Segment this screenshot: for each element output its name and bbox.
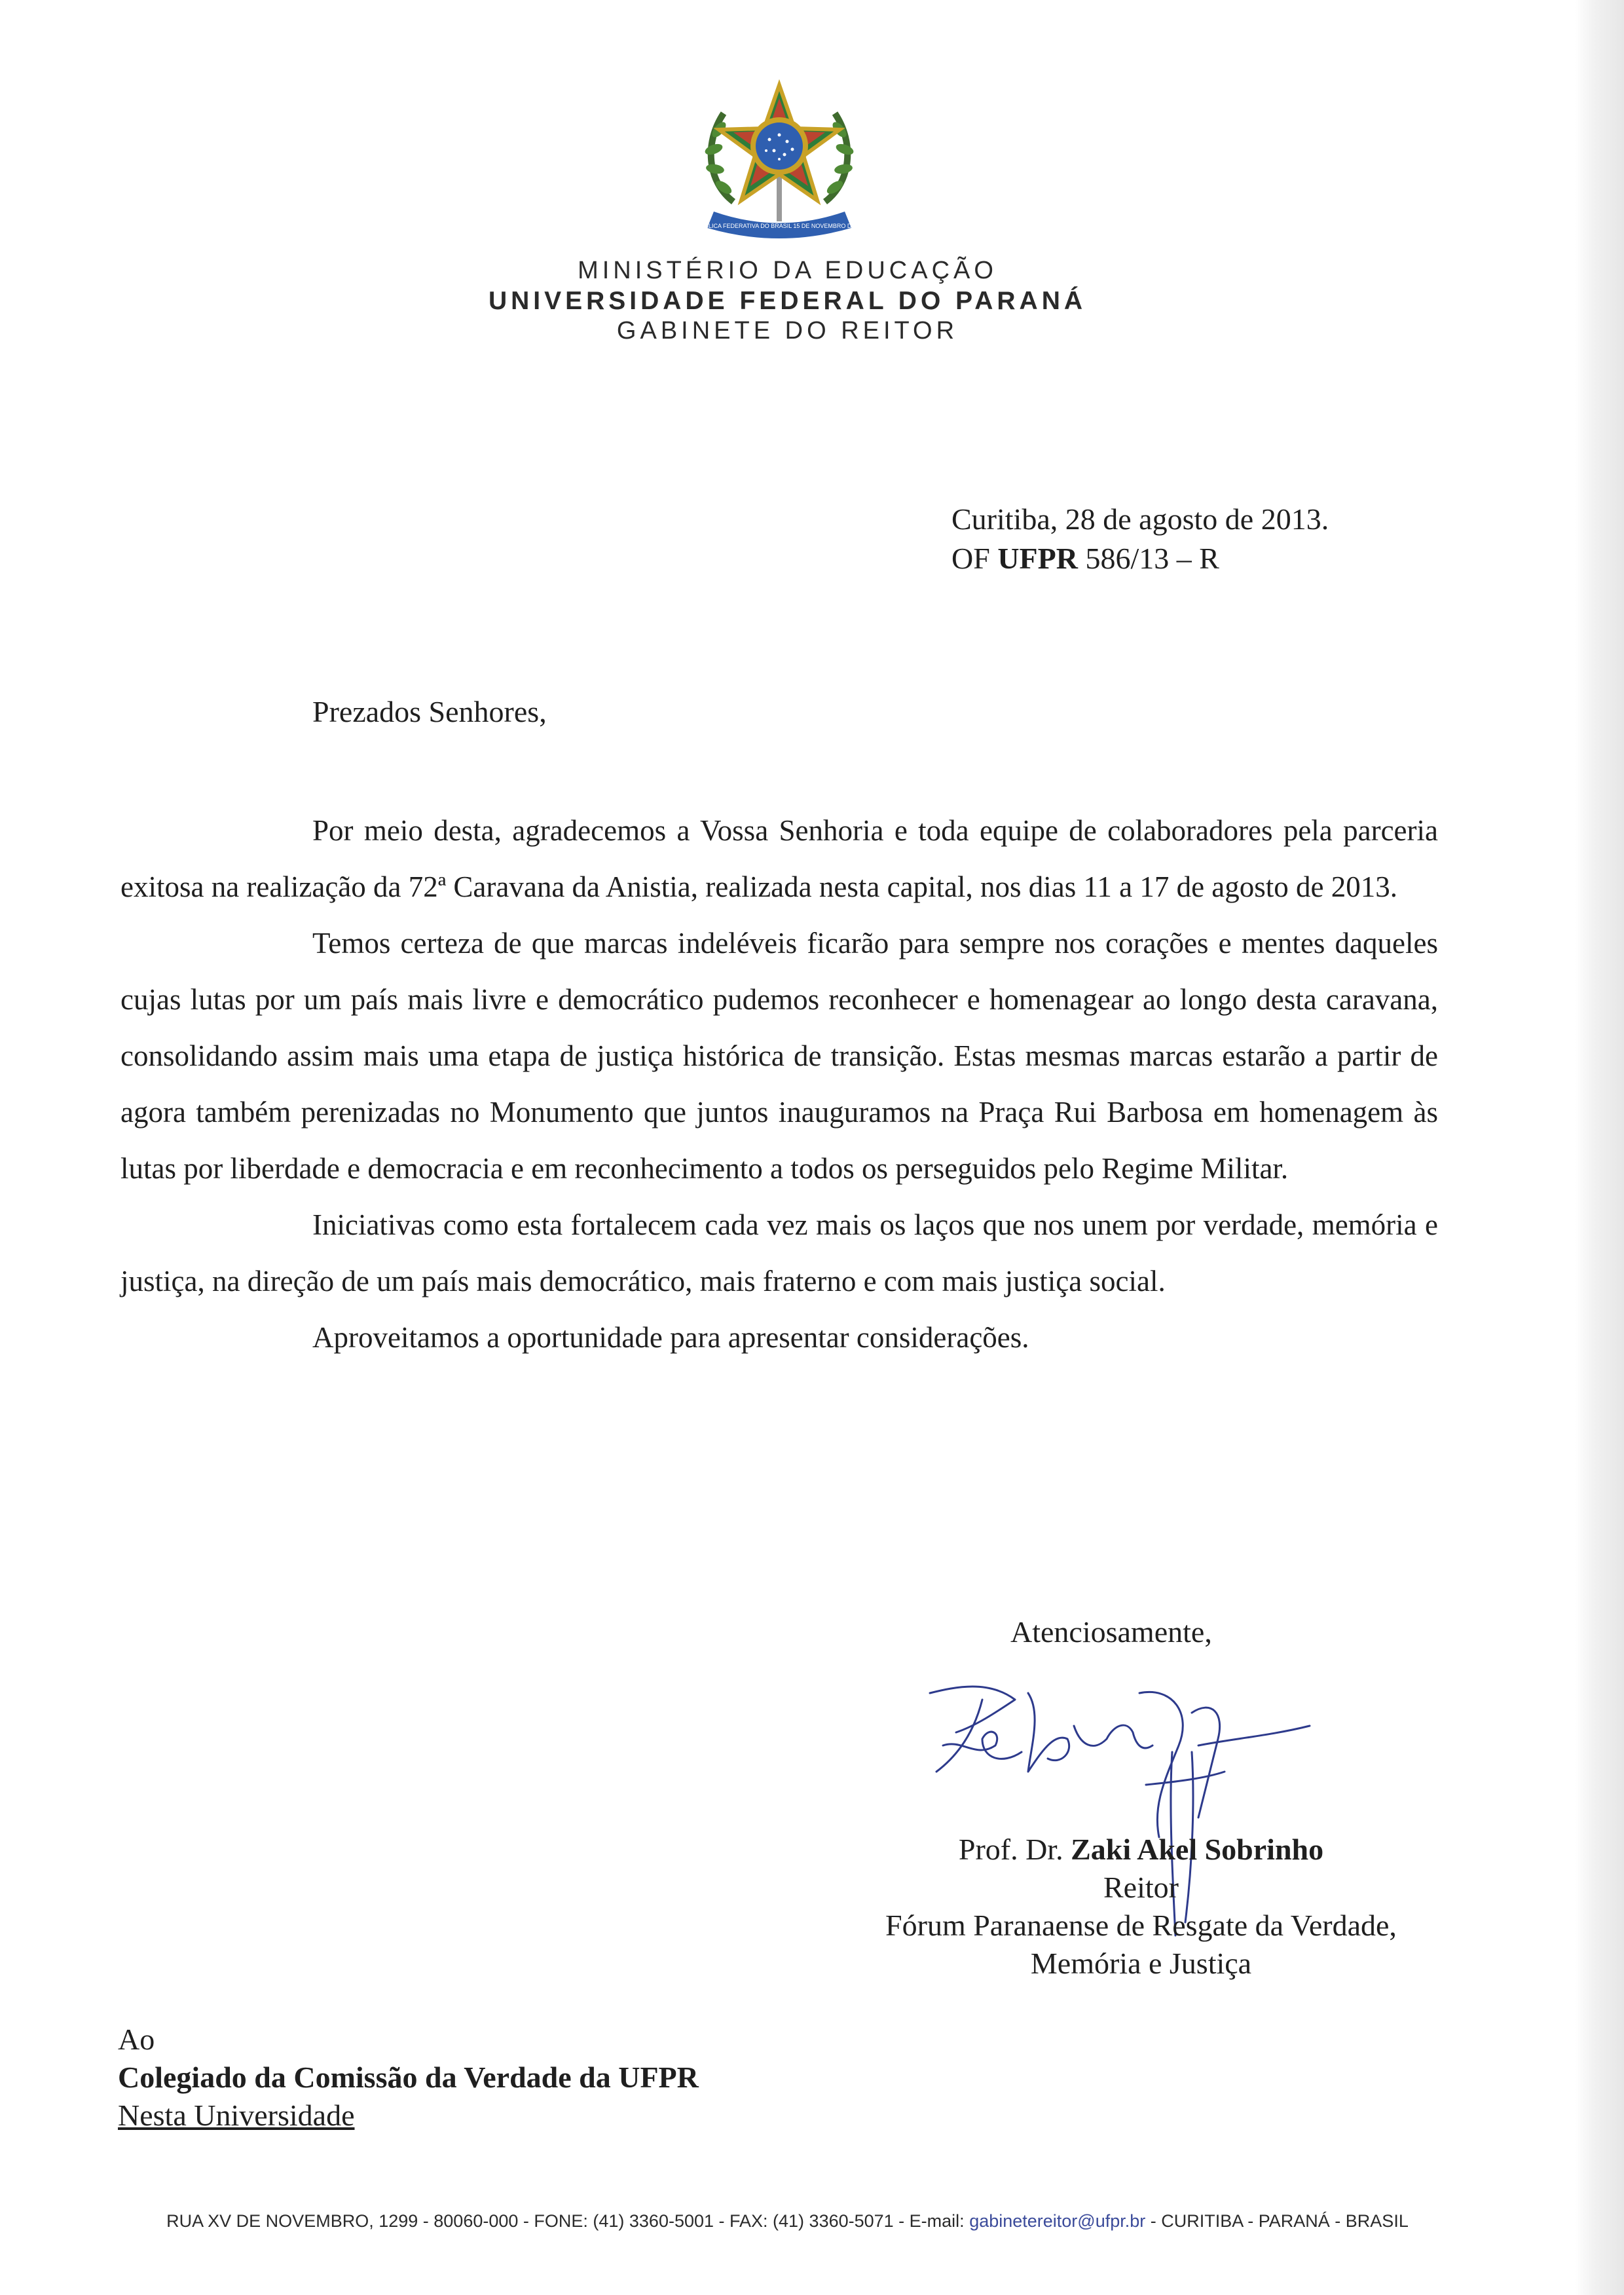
closing: Atenciosamente, [1010, 1615, 1212, 1649]
paragraph-4: Aproveitamos a oportunidade para apresentar considerações. [312, 1321, 1029, 1354]
footer-city: - CURITIBA - PARANÁ - BRASIL [1145, 2211, 1409, 2231]
university-header: UNIVERSIDADE FEDERAL DO PARANÁ [488, 287, 1087, 315]
reference-bold: UFPR [997, 542, 1078, 575]
recipient-location: Nesta Universidade [118, 2099, 355, 2132]
signatory-title: Prof. Dr. [958, 1833, 1063, 1866]
reference-number [951, 541, 1219, 576]
letter-body [120, 802, 1438, 1366]
footer-address-text: RUA XV DE NOVEMBRO, 1299 - 80060-000 - FONE: (41) 3360-5001 - FAX: (41) 3360-5071 - E-mail: [166, 2211, 970, 2231]
footer-email-link[interactable]: gabinetereitor@ufpr.br [969, 2211, 1146, 2231]
signature-block [766, 1831, 1516, 1983]
signatory-org-line2: Memória e Justiça [1030, 1947, 1252, 1980]
salutation: Prezados Senhores, [312, 695, 547, 728]
coat-of-arms-ribbon-text: REPUBLICA FEDERATIVA DO BRASIL 15 DE NOVEMBRO DE 1889 [688, 223, 870, 229]
reference-prefix: OF [951, 542, 990, 575]
signatory-role: Reitor [1103, 1871, 1179, 1904]
scan-shadow-edge [1575, 0, 1624, 2295]
recipient-block [118, 2021, 699, 2135]
recipient-name: Colegiado da Comissão da Verdade da UFPR [118, 2061, 699, 2094]
paragraph-3: Iniciativas como esta fortalecem cada vez mais os laços que nos unem por verdade, memória e justiça, na direção de um país mais democrático, mais fraterno e com mais justiça social. [120, 1208, 1438, 1297]
signatory-org-line1: Fórum Paranaense de Resgate da Verdade, [885, 1909, 1397, 1942]
paragraph-1: Por meio desta, agradecemos a Vossa Senhoria e toda equipe de colaboradores pela parceria exitosa na realização da 72ª Caravana da Anistia, realizada nesta capital, nos dias 11 a 17 de agosto de 2013. [120, 814, 1438, 903]
recipient-to: Ao [118, 2023, 155, 2056]
signatory-name-line [766, 1831, 1516, 1869]
brazil-coat-of-arms-emblem [688, 77, 871, 241]
reference-suffix: 586/13 – R [1085, 542, 1219, 575]
ministry-header: MINISTÉRIO DA EDUCAÇÃO [578, 257, 997, 284]
date-line: Curitiba, 28 de agosto de 2013. [951, 502, 1329, 536]
signatory-name: Zaki Akel Sobrinho [1071, 1833, 1324, 1866]
paragraph-2: Temos certeza de que marcas indeléveis ficarão para sempre nos corações e mentes daqueles cujas lutas por um país mais livre e democrático pudemos reconhecer e homenagear ao longo desta caravana, consolidando assim mais uma etapa de justiça histórica de transição. Estas mesmas marcas estarão a partir de agora também perenizadas no Monumento que juntos inauguramos na Praça Rui Barbosa em homenagem às lutas por liberdade e democracia e em reconhecimento a todos os perseguidos pelo Regime Militar. [120, 927, 1438, 1185]
office-header: GABINETE DO REITOR [616, 317, 959, 345]
footer-address [0, 2211, 1575, 2231]
